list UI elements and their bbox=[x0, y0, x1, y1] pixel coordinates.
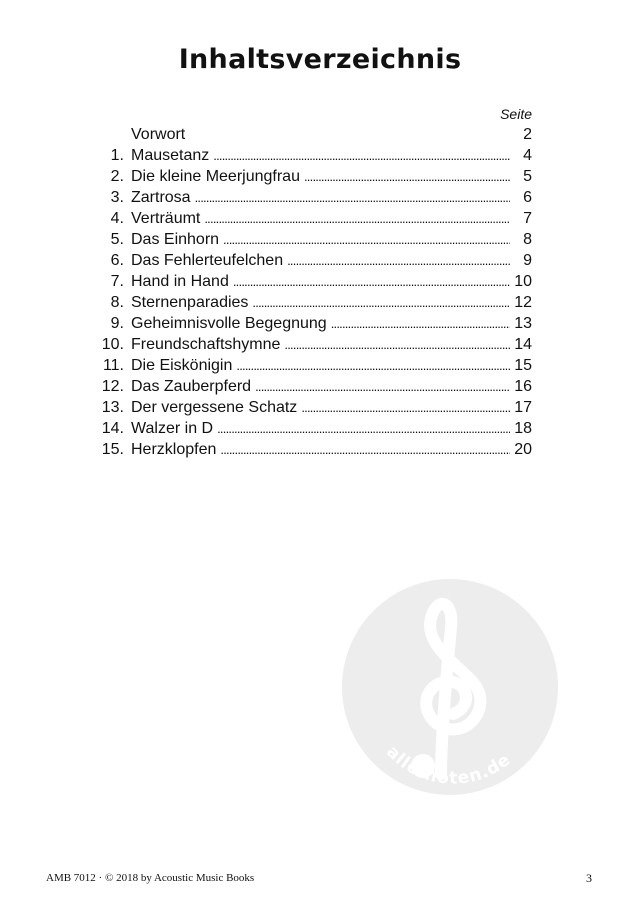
toc-leader bbox=[304, 167, 510, 187]
toc-leader bbox=[204, 209, 510, 229]
toc-leader bbox=[213, 146, 510, 166]
toc-leader bbox=[301, 398, 510, 418]
toc-title: Mausetanz bbox=[131, 147, 210, 164]
toc-title: Geheimnisvolle Begegnung bbox=[131, 315, 327, 332]
toc-page: 8 bbox=[523, 231, 532, 248]
toc-title: Zartrosa bbox=[131, 189, 191, 206]
toc-number: 13. bbox=[101, 399, 124, 416]
toc-row[interactable] bbox=[0, 314, 640, 334]
toc-title: Die Eiskönigin bbox=[131, 357, 233, 374]
toc-row[interactable] bbox=[0, 419, 640, 439]
footer-page-number: 3 bbox=[586, 871, 592, 885]
toc-leader bbox=[252, 293, 510, 313]
toc-row[interactable] bbox=[0, 188, 640, 208]
toc-number: 7. bbox=[110, 273, 124, 290]
toc-row[interactable] bbox=[0, 251, 640, 271]
toc-number: 8. bbox=[110, 294, 124, 311]
toc-row[interactable] bbox=[0, 398, 640, 418]
toc-row[interactable] bbox=[0, 377, 640, 397]
toc-page: 17 bbox=[514, 399, 532, 416]
toc-title: Das Fehlerteufelchen bbox=[131, 252, 284, 269]
toc-number: 3. bbox=[110, 189, 124, 206]
toc-title: Verträumt bbox=[131, 210, 201, 227]
toc-row-vorwort[interactable] bbox=[0, 125, 640, 145]
toc-title: Der vergessene Schatz bbox=[131, 399, 298, 416]
toc-page: 10 bbox=[514, 273, 532, 290]
toc-title: Hand in Hand bbox=[131, 273, 229, 290]
toc-page: 7 bbox=[523, 210, 532, 227]
watermark-logo bbox=[341, 578, 559, 796]
toc-row[interactable] bbox=[0, 293, 640, 313]
toc-page: 16 bbox=[514, 378, 532, 395]
watermark-text: alle-noten.de bbox=[382, 742, 515, 789]
toc-row[interactable] bbox=[0, 440, 640, 460]
toc-row[interactable] bbox=[0, 356, 640, 376]
toc-number: 5. bbox=[110, 231, 124, 248]
toc-title: Die kleine Meerjungfrau bbox=[131, 168, 300, 185]
toc-row[interactable] bbox=[0, 230, 640, 250]
toc-number: 4. bbox=[110, 210, 124, 227]
toc-title: Vorwort bbox=[131, 126, 186, 143]
page-title: Inhaltsverzeichnis bbox=[178, 44, 462, 75]
toc-page: 2 bbox=[523, 126, 532, 143]
toc-leader bbox=[287, 251, 510, 271]
toc-page: 18 bbox=[514, 420, 532, 437]
toc-title: Walzer in D bbox=[131, 420, 214, 437]
toc-page: 9 bbox=[523, 252, 532, 269]
toc-title: Das Zauberpferd bbox=[131, 378, 252, 395]
toc-leader bbox=[284, 335, 510, 355]
toc-number: 1. bbox=[110, 147, 124, 164]
toc-page: 4 bbox=[523, 147, 532, 164]
toc-leader bbox=[223, 230, 510, 250]
page-column-header: Seite bbox=[500, 106, 532, 122]
toc-leader bbox=[331, 314, 510, 334]
toc-number: 15. bbox=[101, 441, 124, 458]
toc-row[interactable] bbox=[0, 146, 640, 166]
toc-title: Herzklopfen bbox=[131, 441, 217, 458]
toc-number: 14. bbox=[101, 420, 124, 437]
toc-page: 5 bbox=[523, 168, 532, 185]
toc-leader bbox=[236, 356, 510, 376]
toc-title: Sternenparadies bbox=[131, 294, 249, 311]
toc-number: 9. bbox=[110, 315, 124, 332]
toc-row[interactable] bbox=[0, 335, 640, 355]
toc-page: 13 bbox=[514, 315, 532, 332]
toc-row[interactable] bbox=[0, 272, 640, 292]
toc-row[interactable] bbox=[0, 167, 640, 187]
toc-page: 6 bbox=[523, 189, 532, 206]
toc-leader bbox=[220, 440, 510, 460]
toc-leader bbox=[233, 272, 510, 292]
toc-title: Freundschaftshymne bbox=[131, 336, 281, 353]
toc-number: 6. bbox=[110, 252, 124, 269]
toc-page: 15 bbox=[514, 357, 532, 374]
toc-number: 12. bbox=[101, 378, 124, 395]
toc-page: 14 bbox=[514, 336, 532, 353]
toc-page: 12 bbox=[514, 294, 532, 311]
toc-page: 20 bbox=[514, 441, 532, 458]
toc-number: 11. bbox=[102, 357, 124, 374]
toc-leader bbox=[217, 419, 510, 439]
toc-leader bbox=[255, 377, 510, 397]
toc-title: Das Einhorn bbox=[131, 231, 220, 248]
toc-number: 10. bbox=[101, 336, 124, 353]
toc-row[interactable] bbox=[0, 209, 640, 229]
toc-leader bbox=[195, 188, 510, 208]
footer-copyright: AMB 7012 · © 2018 by Acoustic Music Books bbox=[46, 872, 255, 884]
toc-number: 2. bbox=[110, 168, 124, 185]
